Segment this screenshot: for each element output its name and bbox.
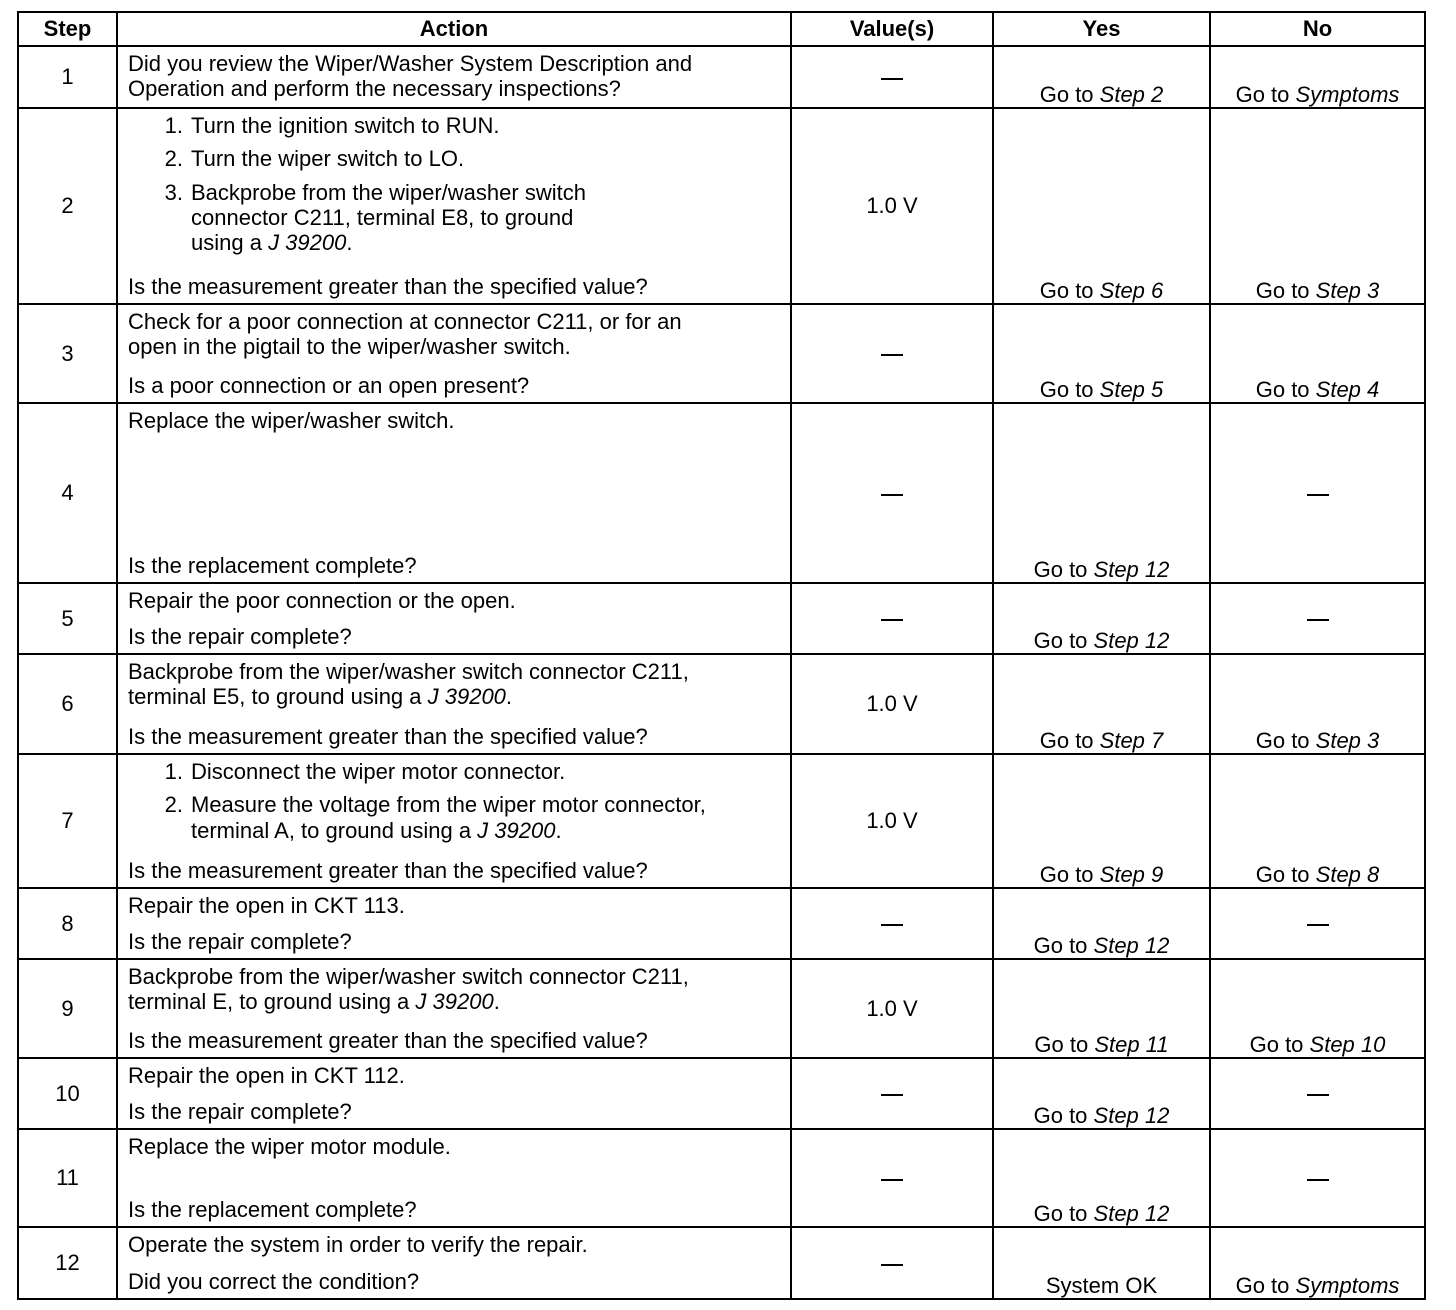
yes-target: Step 12: [1093, 627, 1170, 653]
step-number: 6: [18, 654, 117, 754]
action-question: Is the replacement complete?: [128, 552, 417, 578]
action-cell: Backprobe from the wiper/washer switch connector C211, terminal E, to ground using a J 39200. Is the measurement greater than the specified value?: [117, 959, 791, 1058]
value-cell: [791, 888, 993, 959]
no-cell: Go to Step 3: [1210, 108, 1425, 304]
header-action: Action: [117, 12, 791, 46]
action-question: Is the measurement greater than the specified value?: [128, 1027, 648, 1053]
step-number: 1: [18, 46, 117, 108]
value-cell: 1.0 V: [791, 108, 993, 304]
action-cell: [117, 304, 791, 403]
step-number: 2: [18, 108, 117, 304]
value-dash: [881, 78, 903, 80]
yes-target: Step 6: [1099, 277, 1164, 303]
no-cell: [1210, 403, 1425, 583]
action-question: Is the measurement greater than the specified value?: [128, 273, 648, 299]
value-cell: 1.0 V: [791, 959, 993, 1058]
step-number: 7: [18, 754, 117, 888]
yes-cell: Go to Step 12: [993, 888, 1210, 959]
yes-cell: Go to Step 9: [993, 754, 1210, 888]
yes-target: Step 12: [1093, 556, 1170, 582]
no-cell: [1210, 1058, 1425, 1129]
step-number: 9: [18, 959, 117, 1058]
table-row: [18, 754, 1425, 888]
header-step: Step: [18, 12, 117, 46]
table-row: [18, 654, 1425, 754]
action-question: Is the replacement complete?: [128, 1196, 417, 1222]
action-text: Check for a poor connection at connector C211, or for an: [128, 309, 682, 334]
no-target: Step 4: [1315, 376, 1380, 402]
action-cell: [117, 1227, 791, 1299]
yes-target: Step 7: [1099, 727, 1164, 753]
action-cell: [117, 1129, 791, 1227]
table-row: [18, 888, 1425, 959]
action-question: Is the measurement greater than the specified value?: [128, 857, 648, 883]
step-number: 5: [18, 583, 117, 654]
yes-cell: Go to Step 12: [993, 1058, 1210, 1129]
action-cell: [117, 46, 791, 108]
tool-reference: J 39200: [477, 817, 556, 843]
tool-reference: J 39200: [427, 684, 506, 710]
yes-target: Step 12: [1093, 1200, 1170, 1226]
header-values: Value(s): [791, 12, 993, 46]
table-row: [18, 1129, 1425, 1227]
value-dash: [881, 924, 903, 926]
diagnostic-table: [17, 11, 1426, 1300]
action-cell: Backprobe from the wiper/washer switch connector C211, terminal E5, to ground using a J 39200. Is the measurement greater than the specified value?: [117, 654, 791, 754]
action-text: Backprobe from the wiper/washer switch connector C211,: [128, 659, 689, 684]
action-text: Repair the open in CKT 112.: [128, 1063, 405, 1088]
value-cell: [791, 46, 993, 108]
yes-cell: [993, 46, 1210, 108]
yes-cell: Go to Step 12: [993, 403, 1210, 583]
no-prefix: Go to: [1235, 81, 1296, 107]
action-cell: [117, 108, 791, 304]
no-cell: [1210, 46, 1425, 108]
yes-prefix: Go to: [1039, 81, 1100, 107]
yes-target: Step 2: [1099, 81, 1164, 107]
header-yes: Yes: [993, 12, 1210, 46]
action-cell: [117, 583, 791, 654]
action-steps-list: [128, 113, 784, 255]
value-cell: 1.0 V: [791, 654, 993, 754]
tool-reference: J 39200: [415, 989, 494, 1015]
no-dash: [1307, 619, 1329, 621]
action-question: Is the repair complete?: [128, 928, 352, 954]
no-cell: [1210, 583, 1425, 654]
table-row: [18, 959, 1425, 1058]
header-row: [18, 12, 1425, 46]
no-target: Step 3: [1315, 277, 1380, 303]
action-question: Did you correct the condition?: [128, 1268, 420, 1294]
tool-reference: J 39200: [268, 230, 347, 256]
action-cell: [117, 888, 791, 959]
value-cell: [791, 403, 993, 583]
yes-target: Step 12: [1093, 1102, 1170, 1128]
action-question: Is the repair complete?: [128, 623, 352, 649]
action-text: Operate the system in order to verify the repair.: [128, 1232, 588, 1257]
step-number: 3: [18, 304, 117, 403]
value-cell: [791, 583, 993, 654]
value-cell: [791, 1227, 993, 1299]
no-dash: [1307, 924, 1329, 926]
yes-cell: Go to Step 6: [993, 108, 1210, 304]
step-number: 10: [18, 1058, 117, 1129]
value-dash: [881, 619, 903, 621]
yes-target: Step 9: [1099, 861, 1164, 887]
yes-cell: System OK: [993, 1227, 1210, 1299]
list-item: 1. Disconnect the wiper motor connector.: [164, 759, 566, 784]
header-no: No: [1210, 12, 1425, 46]
table-row: [18, 1227, 1425, 1299]
no-cell: Go to Step 4: [1210, 304, 1425, 403]
no-target: Step 10: [1309, 1031, 1386, 1057]
value-dash: [881, 354, 903, 356]
no-target: Symptoms: [1295, 81, 1400, 107]
step-number: 11: [18, 1129, 117, 1227]
yes-cell: Go to Step 5: [993, 304, 1210, 403]
table-row: [18, 108, 1425, 304]
value-cell: [791, 304, 993, 403]
value-dash: [881, 1179, 903, 1181]
value-dash: [881, 1264, 903, 1266]
value-cell: 1.0 V: [791, 754, 993, 888]
action-cell: [117, 754, 791, 888]
list-item: 2. Measure the voltage from the wiper motor connector, terminal A, to ground using a J 39200.: [164, 792, 706, 843]
no-cell: Go to Step 10: [1210, 959, 1425, 1058]
no-dash: [1307, 494, 1329, 496]
yes-target: Step 5: [1099, 376, 1164, 402]
table-row: [18, 583, 1425, 654]
yes-cell: Go to Step 11: [993, 959, 1210, 1058]
value-cell: [791, 1058, 993, 1129]
action-text: Replace the wiper motor module.: [128, 1134, 451, 1159]
action-text: Repair the open in CKT 113.: [128, 893, 405, 918]
action-steps-list: [128, 759, 784, 843]
step-number: 12: [18, 1227, 117, 1299]
step-number: 4: [18, 403, 117, 583]
table-row: [18, 304, 1425, 403]
table-row: [18, 403, 1425, 583]
action-text: Did you review the Wiper/Washer System Description and: [128, 51, 693, 76]
no-dash: [1307, 1179, 1329, 1181]
action-question: Is the repair complete?: [128, 1098, 352, 1124]
table-row: [18, 46, 1425, 108]
no-cell: Go to Step 3: [1210, 654, 1425, 754]
yes-cell: Go to Step 12: [993, 1129, 1210, 1227]
action-text: Operation and perform the necessary inspections?: [128, 76, 621, 102]
no-cell: [1210, 888, 1425, 959]
no-cell: Go to Step 8: [1210, 754, 1425, 888]
no-cell: Go to Symptoms: [1210, 1227, 1425, 1299]
action-question: Is the measurement greater than the specified value?: [128, 723, 648, 749]
yes-cell: Go to Step 12: [993, 583, 1210, 654]
action-cell: [117, 1058, 791, 1129]
value-dash: [881, 1094, 903, 1096]
list-item: 1. Turn the ignition switch to RUN.: [164, 113, 500, 138]
action-cell: [117, 403, 791, 583]
no-target: Step 3: [1315, 727, 1380, 753]
action-text: open in the pigtail to the wiper/washer switch.: [128, 334, 571, 360]
value-cell: [791, 1129, 993, 1227]
action-text: Replace the wiper/washer switch.: [128, 408, 455, 433]
list-item: 2. Turn the wiper switch to LO.: [164, 146, 465, 172]
list-item: 3. Backprobe from the wiper/washer switch connector C211, terminal E8, to ground using a J 39200.: [164, 179, 586, 256]
step-number: 8: [18, 888, 117, 959]
yes-cell: Go to Step 7: [993, 654, 1210, 754]
action-text: Repair the poor connection or the open.: [128, 588, 516, 613]
yes-target: Step 11: [1094, 1031, 1169, 1057]
value-dash: [881, 494, 903, 496]
no-cell: [1210, 1129, 1425, 1227]
no-target: Symptoms: [1295, 1272, 1400, 1298]
no-target: Step 8: [1315, 861, 1380, 887]
action-text: Backprobe from the wiper/washer switch connector C211,: [128, 964, 689, 989]
action-question: Is a poor connection or an open present?: [128, 372, 530, 398]
table-row: [18, 1058, 1425, 1129]
yes-target: Step 12: [1093, 932, 1170, 958]
diagnostic-page: [17, 11, 1424, 1300]
no-dash: [1307, 1094, 1329, 1096]
